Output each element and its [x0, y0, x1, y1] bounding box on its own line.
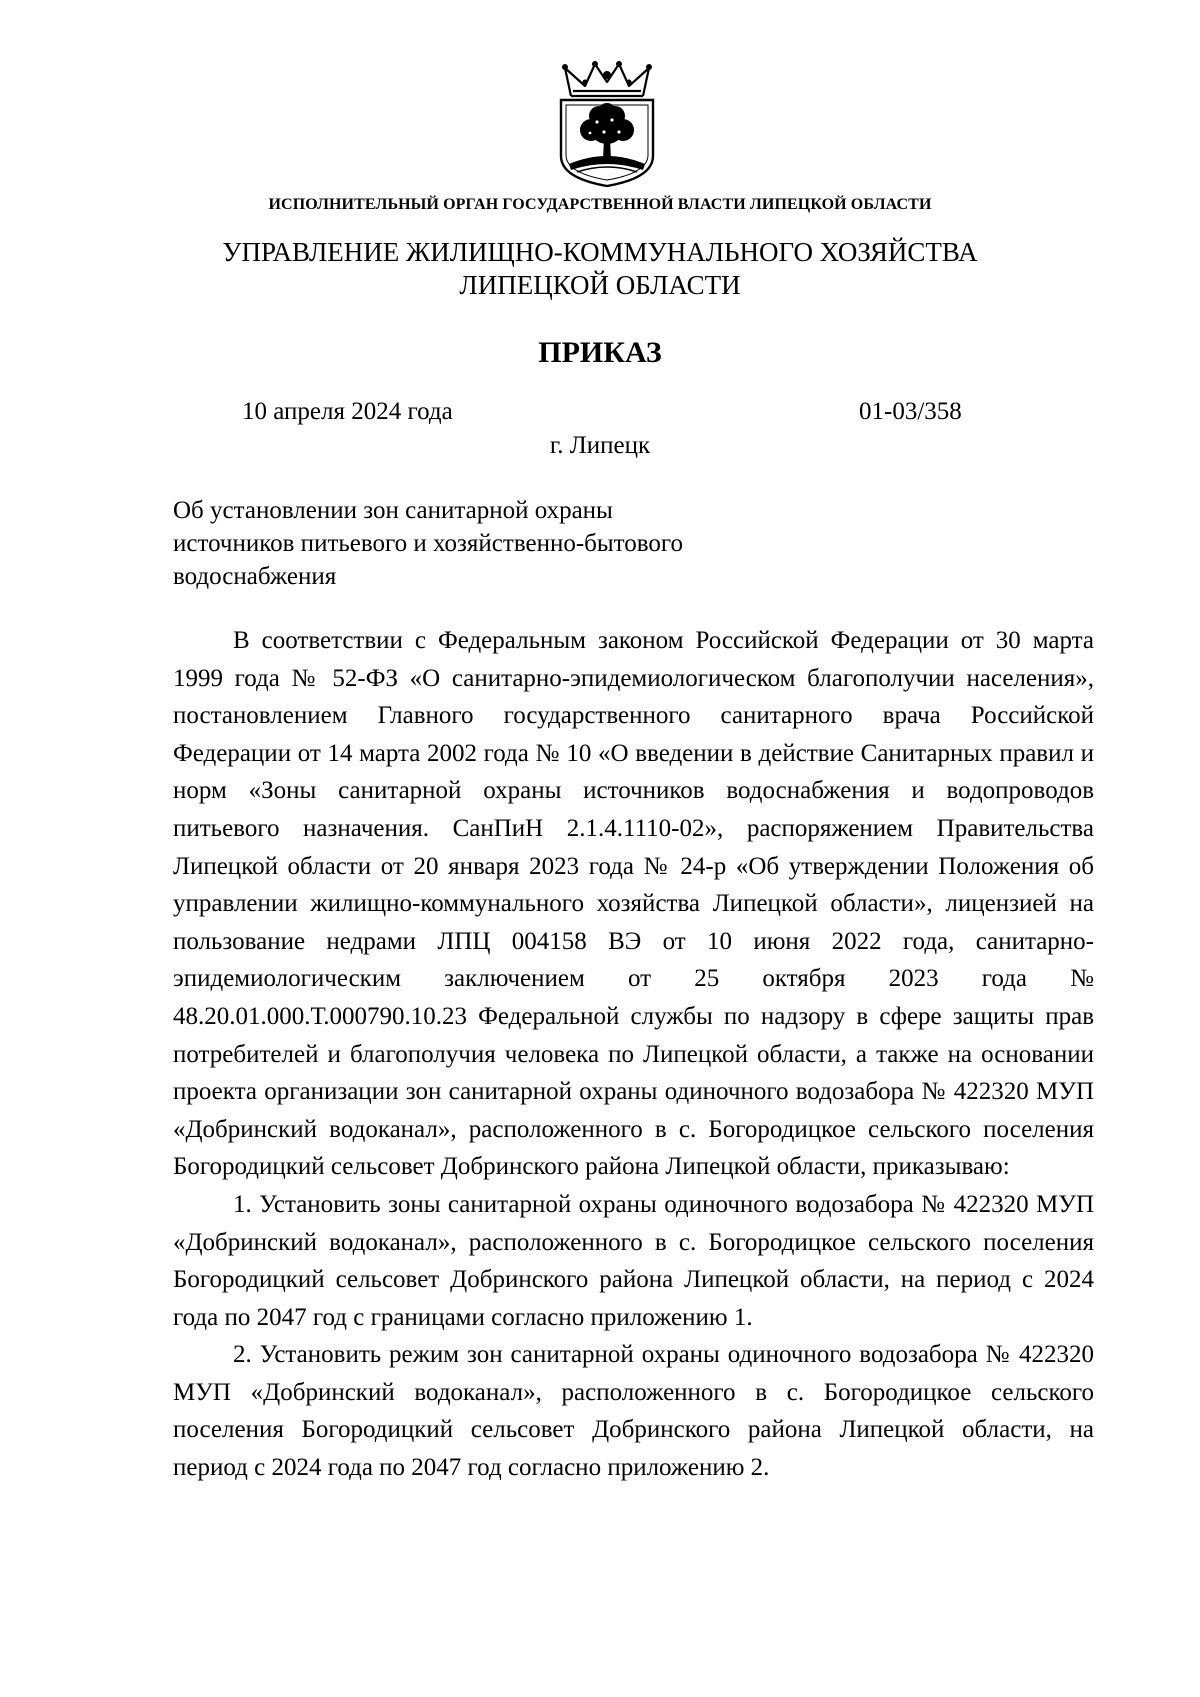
- department-line: УПРАВЛЕНИЕ ЖИЛИЩНО-КОММУНАЛЬНОГО ХОЗЯЙСТВА: [222, 237, 978, 267]
- organization-name: ИСПОЛНИТЕЛЬНЫЙ ОРГАН ГОСУДАРСТВЕННОЙ ВЛАСТИ ЛИПЕЦКОЙ ОБЛАСТИ: [268, 196, 932, 213]
- document-city: г. Липецк: [549, 432, 651, 459]
- body-paragraph-preamble: В соответствии с Федеральным законом Российской Федерации от 30 марта 1999 года № 52-ФЗ «О санитарно-эпидемиологическом благополучии населения», постановлением Главного государственного санитарного врача Российской Федерации от 14 марта 2002 года № 10 «О введении в действие Санитарных правил и норм «Зоны санитарной охраны источников водоснабжения и водопроводов питьевого назначения. СанПиН 2.1.4.1110-02», распоряжением Правительства Липецкой области от 20 января 2023 года № 24-р «Об утверждении Положения об управлении жилищно-коммунального хозяйства Липецкой области», лицензией на пользование недрами ЛПЦ 004158 ВЭ от 10 июня 2022 года, санитарно-эпидемиологическим заключением от 25 октября 2023 года № 48.20.01.000.Т.000790.10.23 Федеральной службы по надзору в сфере защиты прав потребителей и благополучия человека по Липецкой области, а также на основании проекта организации зон санитарной охраны одиночного водозабора № 422320 МУП «Добринский водоканал», расположенного в с. Богородицкое сельского поселения Богородицкий сельсовет Добринского района Липецкой области, приказываю:: [173, 627, 1094, 1181]
- subject-line: источников питьевого и хозяйственно-бытового: [173, 530, 684, 557]
- subject-line: Об установлении зон санитарной охраны: [173, 497, 613, 524]
- document-type: ПРИКАЗ: [538, 336, 662, 369]
- document-body: [173, 622, 1094, 1487]
- subject-line: водоснабжения: [173, 563, 337, 590]
- department-name: [0, 236, 1200, 302]
- body-paragraph-item-1: 1. Установить зоны санитарной охраны одиночного водозабора № 422320 МУП «Добринский водоканал», расположенного в с. Богородицкое сельского поселения Богородицкий сельсовет Добринского района Липецкой области, на период с 2024 года по 2047 год с границами согласно приложению 1.: [173, 1190, 1094, 1331]
- document-subject: [173, 494, 873, 593]
- document-date: 10 апреля 2024 года: [242, 398, 453, 425]
- document-number: 01-03/358: [859, 398, 962, 425]
- department-line: ЛИПЕЦКОЙ ОБЛАСТИ: [459, 270, 741, 300]
- body-paragraph-item-2: 2. Установить режим зон санитарной охраны одиночного водозабора № 422320 МУП «Добринский водоканал», расположенного в с. Богородицкое сельского поселения Богородицкий сельсовет Добринского района Липецкой области, на период с 2024 года по 2047 год согласно приложению 2.: [173, 1341, 1094, 1482]
- coat-of-arms-icon: [557, 60, 657, 188]
